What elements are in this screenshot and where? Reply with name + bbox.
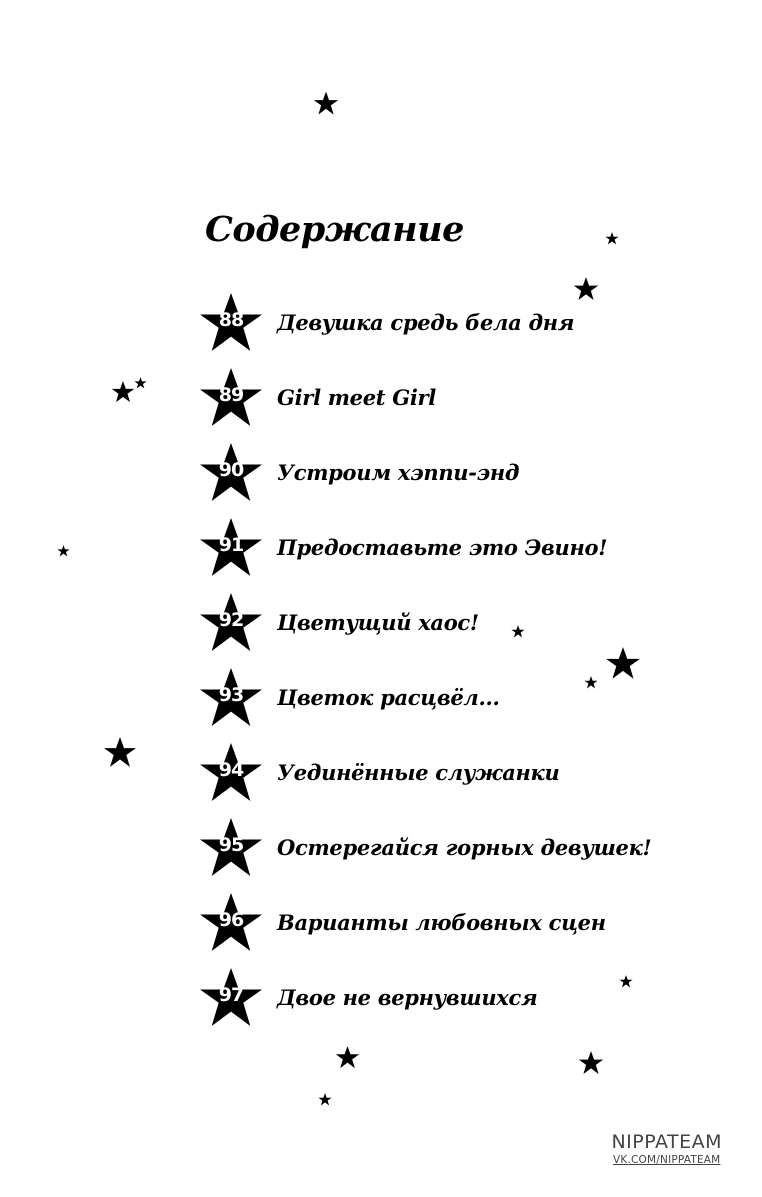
chapter-title: Девушка средь бела дня — [277, 310, 575, 335]
toc-entry-92 — [198, 593, 618, 653]
chapter-badge — [198, 293, 264, 353]
decorative-star-icon — [605, 232, 619, 245]
chapter-title: Цветок расцвёл... — [277, 685, 500, 710]
chapter-number: 90 — [218, 459, 244, 481]
chapter-badge — [198, 368, 264, 428]
chapter-badge — [198, 968, 264, 1028]
toc-entry-89 — [198, 368, 618, 428]
chapter-number: 91 — [218, 534, 244, 556]
decorative-star-icon — [318, 1093, 332, 1106]
toc-entry-91 — [198, 518, 618, 578]
chapter-badge — [198, 818, 264, 878]
toc-entry-96 — [198, 893, 618, 953]
chapter-title: Цветущий хаос! — [277, 610, 479, 635]
chapter-badge — [198, 743, 264, 803]
chapter-number: 92 — [218, 609, 244, 631]
chapter-number: 89 — [218, 384, 244, 406]
decorative-star-icon — [584, 676, 598, 689]
chapter-badge — [198, 593, 264, 653]
decorative-star-icon — [134, 377, 147, 389]
chapter-title: Остерегайся горных девушек! — [277, 835, 652, 860]
toc-entry-94 — [198, 743, 618, 803]
chapter-title: Предоставьте это Эвино! — [277, 535, 608, 560]
credit-link[interactable]: VK.COM/NIPPATEAM — [613, 1154, 721, 1166]
chapter-number: 94 — [218, 759, 244, 781]
toc-entry-97 — [198, 968, 618, 1028]
page-title: Содержание — [205, 209, 464, 250]
chapter-title: Girl meet Girl — [277, 385, 436, 410]
chapter-title: Варианты любовных сцен — [277, 910, 606, 935]
chapter-number: 95 — [218, 834, 244, 856]
chapter-badge — [198, 893, 264, 953]
chapter-number: 88 — [218, 309, 244, 331]
decorative-star-icon — [111, 381, 135, 403]
decorative-star-icon — [335, 1046, 360, 1069]
toc-entry-93 — [198, 668, 618, 728]
toc-entry-88 — [198, 293, 618, 353]
chapter-badge — [198, 443, 264, 503]
toc-entry-95 — [198, 818, 652, 878]
chapter-number: 96 — [218, 909, 244, 931]
chapter-number: 93 — [218, 684, 244, 706]
decorative-star-icon — [313, 91, 339, 116]
toc-entry-90 — [198, 443, 618, 503]
chapter-badge — [198, 668, 264, 728]
chapter-title: Двое не вернувшихся — [277, 985, 538, 1010]
decorative-star-icon — [619, 975, 633, 988]
decorative-star-icon — [605, 647, 641, 680]
chapter-title: Устроим хэппи-энд — [277, 460, 520, 485]
chapter-title: Уединённые служанки — [277, 760, 560, 785]
decorative-star-icon — [57, 545, 70, 557]
chapter-badge — [198, 518, 264, 578]
decorative-star-icon — [573, 277, 599, 301]
decorative-star-icon — [511, 625, 525, 638]
scanlation-credit — [611, 1133, 722, 1166]
decorative-star-icon — [578, 1051, 604, 1075]
decorative-star-icon — [103, 737, 137, 768]
chapter-number: 97 — [218, 984, 244, 1006]
credit-name: NIPPATEAM — [611, 1131, 722, 1153]
